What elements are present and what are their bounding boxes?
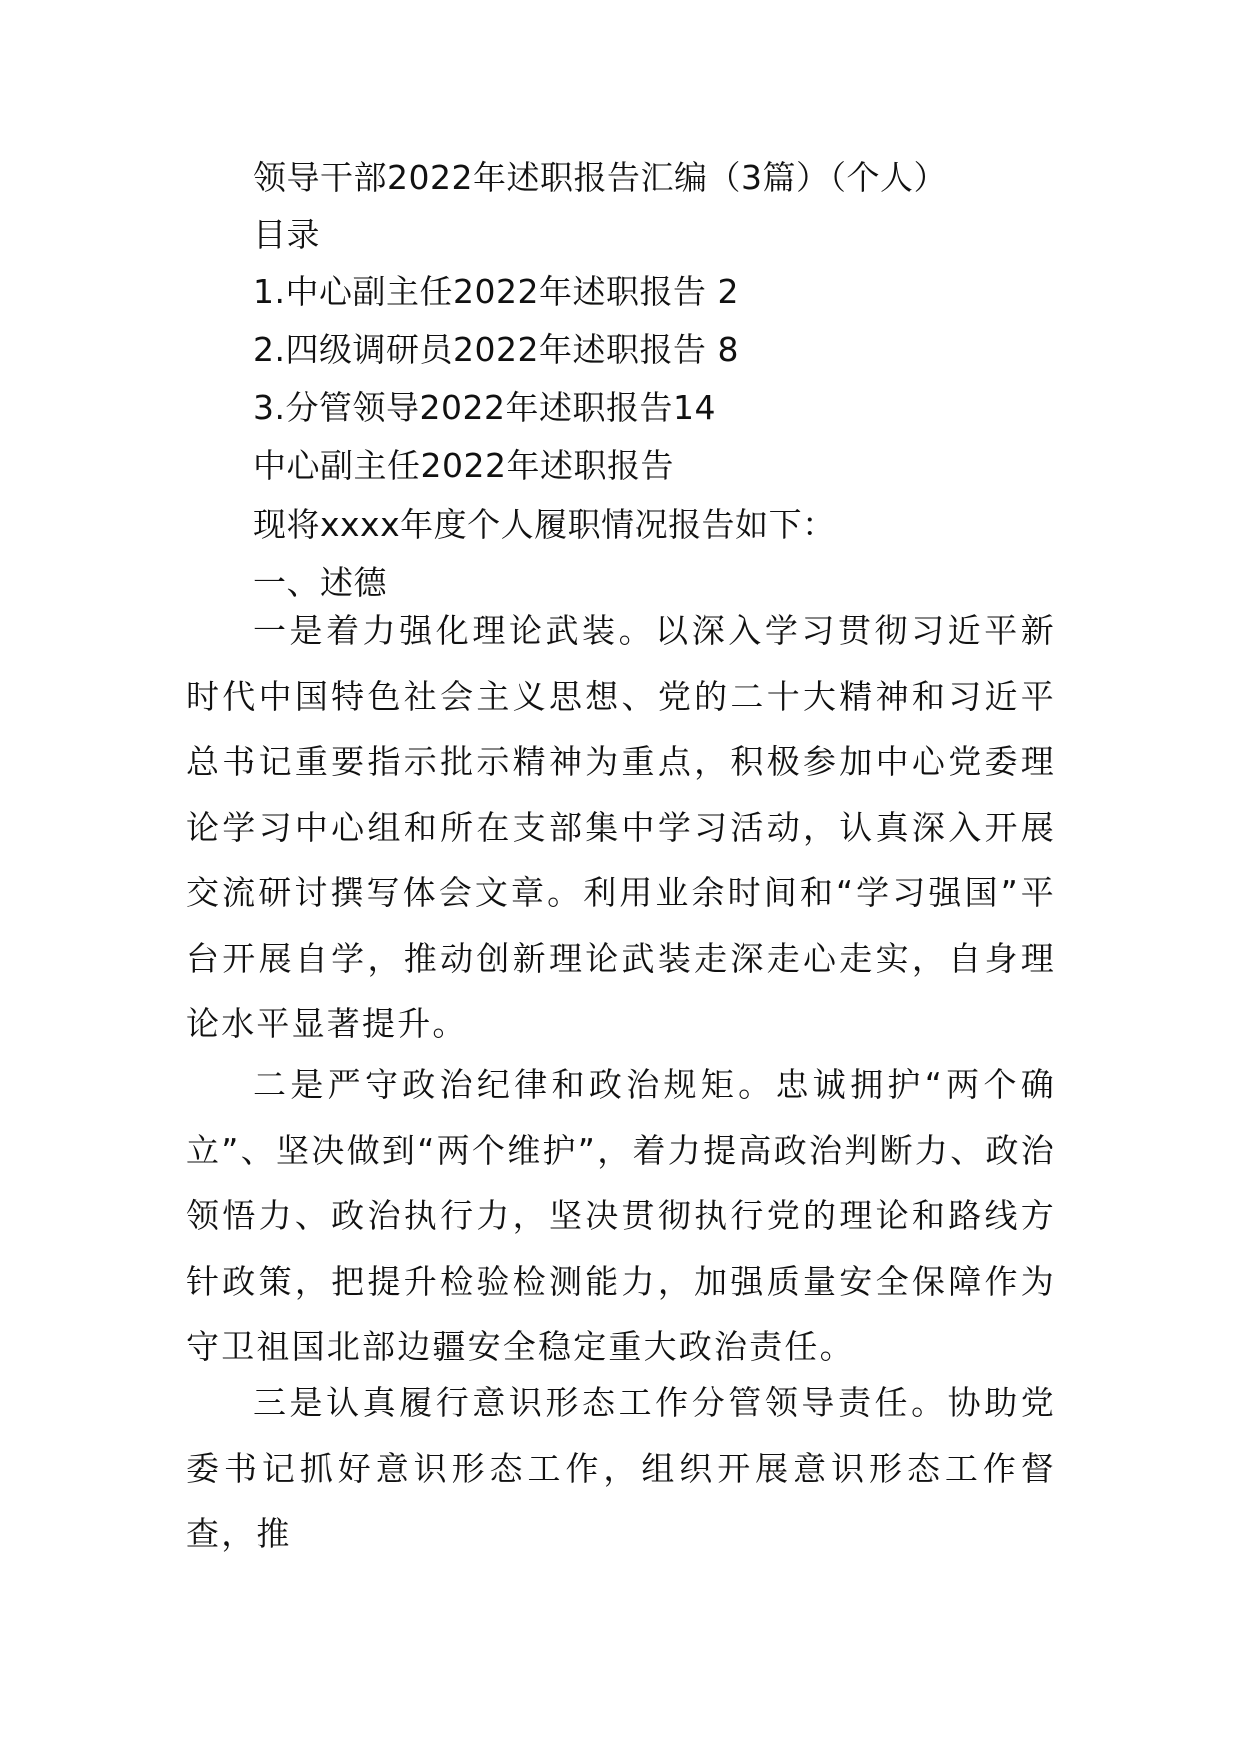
body-paragraph: 三是认真履行意识形态工作分管领导责任。协助党委书记抓好意识形态工作，组织开展意识形态工作督查，推 (186, 1383, 1056, 1553)
body-paragraph: 二是严守政治纪律和政治规矩。忠诚拥护“两个确立”、坚决做到“两个维护”，着力提高政治判断力、政治领悟力、政治执行力，坚决贯彻执行党的理论和路线方针政策，把提升检验检测能力，加强质量安全保障作为守卫祖国北部边疆安全稳定重大政治责任。 (186, 1065, 1056, 1366)
toc-item: 3.分管领导2022年述职报告14 (253, 388, 716, 427)
toc-heading: 目录 (253, 215, 320, 254)
toc-item: 1.中心副主任2022年述职报告 2 (253, 272, 739, 311)
document-title: 领导干部2022年述职报告汇编（3篇）（个人） (253, 158, 947, 197)
intro-text: 现将xxxx年度个人履职情况报告如下： (253, 505, 836, 544)
heading-moral: 一、述德 (253, 563, 387, 602)
section-title: 中心副主任2022年述职报告 (253, 446, 674, 485)
toc-item: 2.四级调研员2022年述职报告 8 (253, 330, 739, 369)
body-paragraph: 一是着力强化理论武装。以深入学习贯彻习近平新时代中国特色社会主义思想、党的二十大精神和习近平总书记重要指示批示精神为重点，积极参加中心党委理论学习中心组和所在支部集中学习活动，认真深入开展交流研讨撰写体会文章。利用业余时间和“学习强国”平台开展自学，推动创新理论武装走深走心走实，自身理论水平显著提升。 (186, 611, 1056, 1043)
